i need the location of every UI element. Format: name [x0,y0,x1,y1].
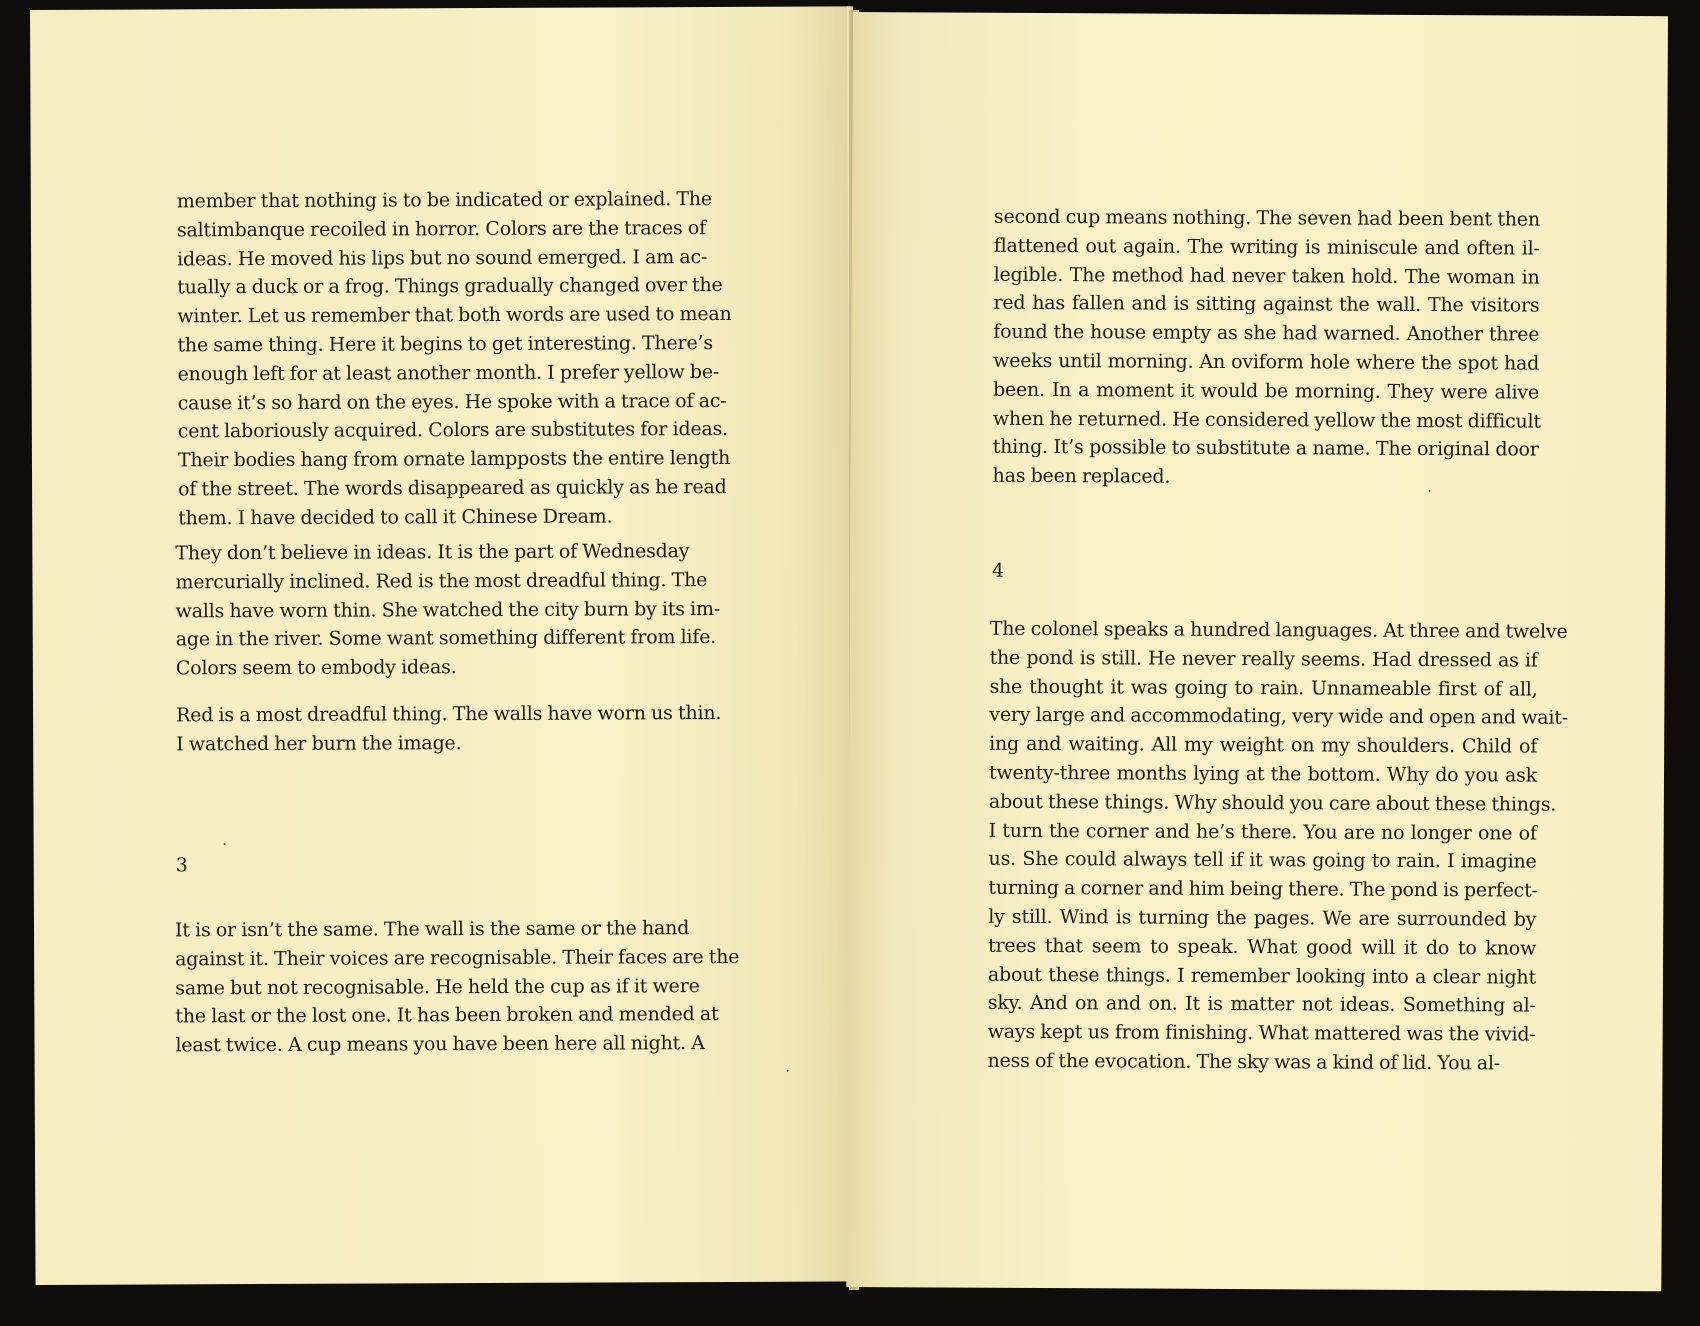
left-paragraph-4 [174,914,740,1060]
text-line: found the house empty as she had warned. Another three [993,320,1540,346]
text-line: same but not recognisable. He held the cup as if it were [175,974,700,999]
text-line: when he returned. He considered yellow the most difficult [992,407,1541,433]
text-line: Colors seem to embody ideas. [175,656,457,680]
text-line: of the street. The words disappeared as quickly as he read [178,475,727,501]
text-line: ness of the evocation. The sky was a kind of lid. You al- [987,1049,1501,1075]
text-line: It is or isn’t the same. The wall is the same or the hand [174,917,690,942]
text-line: legible. The method had never taken hold. The woman in [993,263,1540,289]
paper-speck [224,843,226,845]
text-line: thing. It’s possible to substitute a name. The original door [992,436,1539,461]
text-line: ly still. Wind is turning the pages. We are surrounded by [988,905,1537,931]
text-line: age in the river. Some want something different from life. [175,626,717,651]
text-line: tually a duck or a frog. Things gradually changed over the [177,274,723,299]
left-page [30,6,859,1285]
text-line: very large and accommodating, very wide and open and wait- [989,704,1569,730]
text-line: about these things. I remember looking into a clear night [987,963,1537,989]
text-line: cause it’s so hard on the eyes. He spoke with a trace of ac- [177,389,727,414]
text-line: trees that seem to speak. What good will it do to know [988,934,1537,960]
paper-speck [787,1070,789,1072]
text-line: walls have worn thin. She watched the city burn by its im- [175,597,721,622]
text-line: Their bodies hang from ornate lampposts the entire length [177,447,731,472]
text-line: ing and waiting. All my weight on my shoulders. Child of [989,732,1538,758]
text-line: the last or the lost one. It has been broken and mended at [175,1003,719,1028]
left-paragraph-3 [176,699,722,759]
text-line: turning a corner and him being there. The pond is perfect- [988,876,1538,902]
left-paragraph-1 [176,185,732,533]
text-line: she thought it was going to rain. Unnameable first of all, [989,675,1538,701]
text-line: second cup means nothing. The seven had been bent then [993,205,1540,231]
section-number-3: 3 [175,854,188,877]
text-line: ideas. He moved his lips but no sound emerged. I am ac- [177,245,708,270]
text-line: twenty-three months lying at the bottom. Why do you ask [988,761,1538,787]
text-line: They don’t believe in ideas. It is the part of Wednesday [175,540,690,565]
text-line: the same thing. Here it begins to get interesting. There’s [177,332,713,357]
text-line: weeks until morning. An oviform hole where the spot had [993,349,1540,375]
text-line: least twice. A cup means you have been here all night. A [175,1032,705,1057]
text-line: mercurially inclined. Red is the most dreadful thing. The [175,568,708,594]
text-line: I turn the corner and he’s there. You are no longer one of [988,819,1537,845]
text-line: them. I have decided to call it Chinese Dream. [178,505,613,530]
text-line: cent laboriously acquired. Colors are substitutes for ideas. [177,418,729,443]
right-page [846,12,1668,1291]
text-line: member that nothing is to be indicated or explained. The [176,188,713,213]
text-line: sky. And on and on. It is matter not ideas. Something al- [987,992,1536,1017]
text-line: the pond is still. He never really seems. Had dressed as if [989,646,1538,672]
text-line: Red is a most dreadful thing. The walls have worn us thin. [176,701,722,727]
text-line: The colonel speaks a hundred languages. At three and twelve [989,617,1568,643]
text-line: been. In a moment it would be morning. They were alive [992,378,1540,404]
text-line: winter. Let us remember that both words are used to mean [177,303,732,328]
text-line: I watched her burn the image. [176,731,462,756]
text-line: us. She could always tell if it was going to rain. I imagine [988,848,1537,873]
text-line: about these things. Why should you care about these things. [988,790,1557,816]
text-line: saltimbanque recoiled in horror. Colors are the traces of [176,216,707,242]
left-paragraph-2 [175,537,721,683]
text-line: against it. Their voices are recognisable. Their faces are the [175,945,740,971]
right-paragraph-1 [992,203,1540,494]
paper-speck [1428,490,1430,492]
text-line: flattened out again. The writing is miniscule and often il- [993,234,1540,260]
right-paragraph-2 [987,615,1569,1079]
section-number-4: 4 [992,559,1005,582]
text-line: enough left for at least another month. I prefer yellow be- [177,360,720,386]
text-line: has been replaced. [992,464,1171,488]
text-line: ways kept us from finishing. What mattered was the vivid- [987,1020,1536,1046]
text-line: red has fallen and is sitting against the wall. The visitors [993,292,1540,317]
